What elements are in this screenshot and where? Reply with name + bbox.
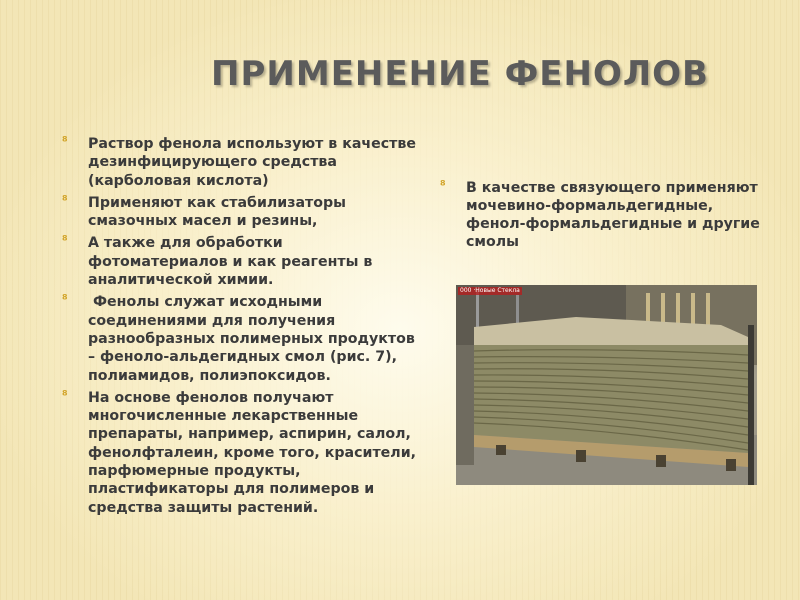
left-bullet-list (62, 135, 422, 521)
right-bullet-text: В качестве связующего применяют мочевино-формальдегидные, фенол-формальдегидные и другие смолы (466, 180, 760, 250)
bullet-icon: ⁸ (440, 179, 446, 194)
bullet-text: А также для обработки фотоматериалов и как реагенты в аналитической химии. (88, 235, 373, 289)
bullet-icon: ⁸ (62, 234, 68, 250)
photo-caption: 000 ·Новые Стекла (460, 287, 520, 294)
slide-title: ПРИМЕНЕНИЕ ФЕНОЛОВ (211, 54, 709, 94)
bullet-icon: ⁸ (62, 293, 68, 309)
right-bullet-item (440, 179, 776, 251)
bullet-icon: ⁸ (62, 193, 68, 209)
bullet-text: Раствор фенола используют в качестве дезинфицирующего средства (карболовая кислота) (88, 136, 417, 189)
bullet-item (62, 389, 422, 517)
bullet-item (62, 293, 422, 384)
bullet-text: Фенолы служат исходными соединениями для получения разнообразных полимерных продуктов – феноло-альдегидных смол (рис. 7), полиамидов, полиэпоксидов. (88, 294, 420, 384)
bullet-icon: ⁸ (62, 388, 68, 404)
bullet-icon: ⁸ (62, 135, 68, 150)
bullet-text: Применяют как стабилизаторы смазочных масел и резины, (88, 194, 346, 230)
bullet-item (62, 135, 422, 190)
bullet-item (62, 234, 422, 289)
bullet-item (62, 194, 422, 231)
bullet-text: На основе фенолов получают многочисленные лекарственные препараты, например, аспирин, салол, фенолфталеин, кроме того, красители, парфюмерные продукты, пластификаторы для полимеров и средства защиты растений. (88, 389, 417, 516)
boards-stack-illustration (456, 285, 757, 485)
resin-boards-photo (456, 285, 757, 485)
